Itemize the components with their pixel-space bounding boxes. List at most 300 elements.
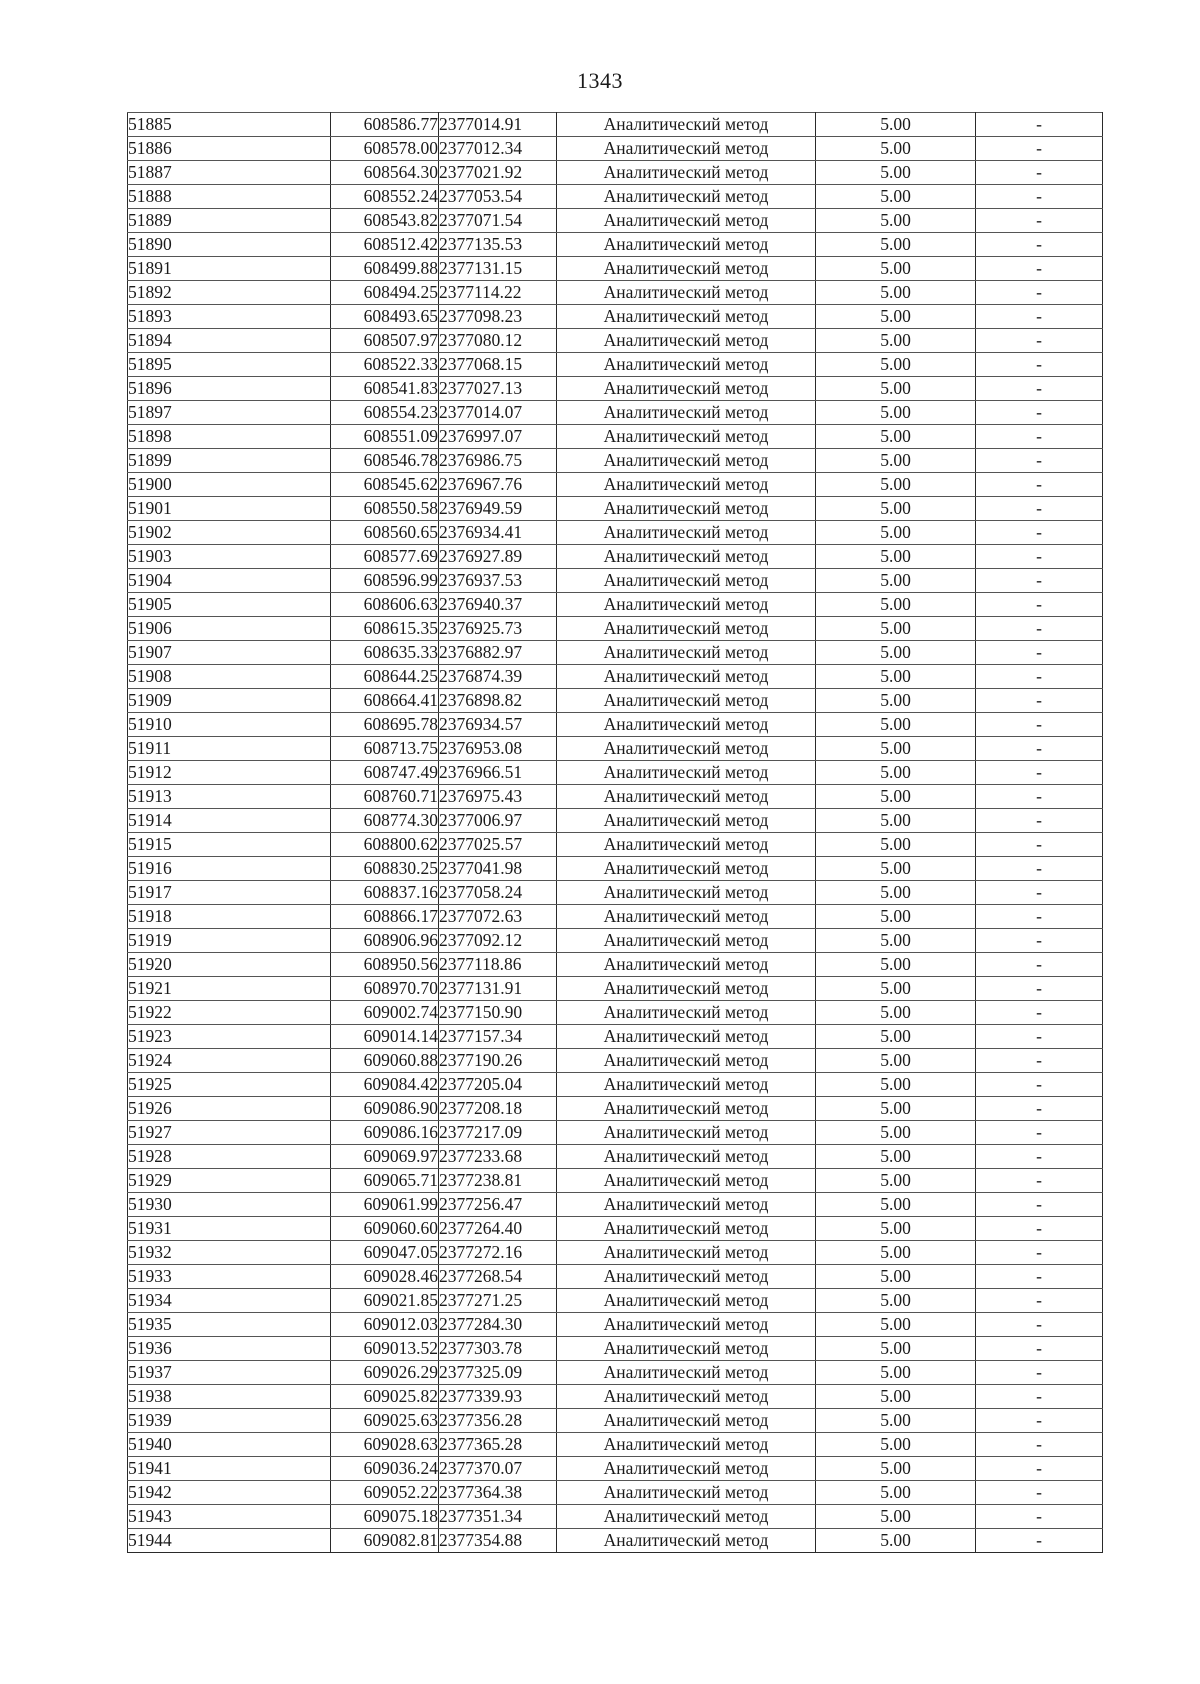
x-coordinate-cell: 609013.52: [331, 1337, 439, 1361]
x-coordinate-cell: 608760.71: [331, 785, 439, 809]
table-row: [128, 1529, 1103, 1553]
x-coordinate-cell: 608606.63: [331, 593, 439, 617]
y-coordinate-cell: 2377014.07: [439, 401, 557, 425]
table-row: [128, 1001, 1103, 1025]
x-coordinate-cell: 609014.14: [331, 1025, 439, 1049]
y-coordinate-cell: 2377365.28: [439, 1433, 557, 1457]
method-cell: Аналитический метод: [557, 545, 816, 569]
note-cell: -: [976, 689, 1103, 713]
point-number-cell: 51917: [128, 881, 331, 905]
point-number-cell: 51910: [128, 713, 331, 737]
table-row: [128, 233, 1103, 257]
accuracy-cell: 5.00: [816, 1529, 976, 1553]
method-cell: Аналитический метод: [557, 1193, 816, 1217]
accuracy-cell: 5.00: [816, 497, 976, 521]
table-row: [128, 1265, 1103, 1289]
method-cell: Аналитический метод: [557, 1361, 816, 1385]
point-number-cell: 51912: [128, 761, 331, 785]
y-coordinate-cell: 2377284.30: [439, 1313, 557, 1337]
point-number-cell: 51887: [128, 161, 331, 185]
table-row: [128, 1385, 1103, 1409]
y-coordinate-cell: 2376927.89: [439, 545, 557, 569]
y-coordinate-cell: 2377370.07: [439, 1457, 557, 1481]
x-coordinate-cell: 608545.62: [331, 473, 439, 497]
method-cell: Аналитический метод: [557, 401, 816, 425]
point-number-cell: 51921: [128, 977, 331, 1001]
y-coordinate-cell: 2377351.34: [439, 1505, 557, 1529]
note-cell: -: [976, 473, 1103, 497]
y-coordinate-cell: 2377364.38: [439, 1481, 557, 1505]
note-cell: -: [976, 569, 1103, 593]
y-coordinate-cell: 2377233.68: [439, 1145, 557, 1169]
y-coordinate-cell: 2376898.82: [439, 689, 557, 713]
method-cell: Аналитический метод: [557, 305, 816, 329]
table-row: [128, 1169, 1103, 1193]
point-number-cell: 51885: [128, 113, 331, 137]
x-coordinate-cell: 608713.75: [331, 737, 439, 761]
x-coordinate-cell: 608906.96: [331, 929, 439, 953]
table-row: [128, 1361, 1103, 1385]
method-cell: Аналитический метод: [557, 1049, 816, 1073]
x-coordinate-cell: 608522.33: [331, 353, 439, 377]
accuracy-cell: 5.00: [816, 1073, 976, 1097]
method-cell: Аналитический метод: [557, 353, 816, 377]
method-cell: Аналитический метод: [557, 497, 816, 521]
accuracy-cell: 5.00: [816, 857, 976, 881]
y-coordinate-cell: 2377131.15: [439, 257, 557, 281]
table-row: [128, 1241, 1103, 1265]
x-coordinate-cell: 608541.83: [331, 377, 439, 401]
table-row: [128, 761, 1103, 785]
method-cell: Аналитический метод: [557, 1097, 816, 1121]
table-row: [128, 1217, 1103, 1241]
accuracy-cell: 5.00: [816, 1337, 976, 1361]
note-cell: -: [976, 497, 1103, 521]
point-number-cell: 51906: [128, 617, 331, 641]
x-coordinate-cell: 608970.70: [331, 977, 439, 1001]
x-coordinate-cell: 609061.99: [331, 1193, 439, 1217]
note-cell: -: [976, 1169, 1103, 1193]
method-cell: Аналитический метод: [557, 1505, 816, 1529]
y-coordinate-cell: 2377303.78: [439, 1337, 557, 1361]
x-coordinate-cell: 608494.25: [331, 281, 439, 305]
method-cell: Аналитический метод: [557, 233, 816, 257]
point-number-cell: 51932: [128, 1241, 331, 1265]
table-row: [128, 185, 1103, 209]
accuracy-cell: 5.00: [816, 569, 976, 593]
point-number-cell: 51907: [128, 641, 331, 665]
x-coordinate-cell: 609084.42: [331, 1073, 439, 1097]
accuracy-cell: 5.00: [816, 905, 976, 929]
accuracy-cell: 5.00: [816, 1505, 976, 1529]
note-cell: -: [976, 833, 1103, 857]
accuracy-cell: 5.00: [816, 689, 976, 713]
point-number-cell: 51918: [128, 905, 331, 929]
y-coordinate-cell: 2376997.07: [439, 425, 557, 449]
point-number-cell: 51919: [128, 929, 331, 953]
accuracy-cell: 5.00: [816, 641, 976, 665]
accuracy-cell: 5.00: [816, 1481, 976, 1505]
point-number-cell: 51944: [128, 1529, 331, 1553]
point-number-cell: 51937: [128, 1361, 331, 1385]
note-cell: -: [976, 209, 1103, 233]
point-number-cell: 51888: [128, 185, 331, 209]
table-row: [128, 1145, 1103, 1169]
x-coordinate-cell: 608551.09: [331, 425, 439, 449]
y-coordinate-cell: 2377098.23: [439, 305, 557, 329]
table-row: [128, 1313, 1103, 1337]
x-coordinate-cell: 609082.81: [331, 1529, 439, 1553]
note-cell: -: [976, 737, 1103, 761]
y-coordinate-cell: 2376949.59: [439, 497, 557, 521]
method-cell: Аналитический метод: [557, 1241, 816, 1265]
table-row: [128, 881, 1103, 905]
point-number-cell: 51914: [128, 809, 331, 833]
y-coordinate-cell: 2377053.54: [439, 185, 557, 209]
method-cell: Аналитический метод: [557, 737, 816, 761]
table-row: [128, 401, 1103, 425]
point-number-cell: 51889: [128, 209, 331, 233]
table-row: [128, 329, 1103, 353]
note-cell: -: [976, 1217, 1103, 1241]
y-coordinate-cell: 2377325.09: [439, 1361, 557, 1385]
point-number-cell: 51902: [128, 521, 331, 545]
x-coordinate-cell: 609012.03: [331, 1313, 439, 1337]
table-row: [128, 497, 1103, 521]
x-coordinate-cell: 608507.97: [331, 329, 439, 353]
point-number-cell: 51936: [128, 1337, 331, 1361]
accuracy-cell: 5.00: [816, 449, 976, 473]
table-row: [128, 377, 1103, 401]
y-coordinate-cell: 2377027.13: [439, 377, 557, 401]
note-cell: -: [976, 449, 1103, 473]
point-number-cell: 51924: [128, 1049, 331, 1073]
note-cell: -: [976, 857, 1103, 881]
note-cell: -: [976, 1265, 1103, 1289]
y-coordinate-cell: 2376975.43: [439, 785, 557, 809]
y-coordinate-cell: 2376967.76: [439, 473, 557, 497]
point-number-cell: 51916: [128, 857, 331, 881]
x-coordinate-cell: 608950.56: [331, 953, 439, 977]
accuracy-cell: 5.00: [816, 617, 976, 641]
note-cell: -: [976, 305, 1103, 329]
point-number-cell: 51891: [128, 257, 331, 281]
point-number-cell: 51896: [128, 377, 331, 401]
y-coordinate-cell: 2377150.90: [439, 1001, 557, 1025]
method-cell: Аналитический метод: [557, 1385, 816, 1409]
note-cell: -: [976, 113, 1103, 137]
point-number-cell: 51934: [128, 1289, 331, 1313]
table-row: [128, 713, 1103, 737]
table-row: [128, 905, 1103, 929]
y-coordinate-cell: 2377025.57: [439, 833, 557, 857]
method-cell: Аналитический метод: [557, 593, 816, 617]
accuracy-cell: 5.00: [816, 1193, 976, 1217]
method-cell: Аналитический метод: [557, 641, 816, 665]
table-row: [128, 1289, 1103, 1313]
table-row: [128, 857, 1103, 881]
y-coordinate-cell: 2377114.22: [439, 281, 557, 305]
note-cell: -: [976, 761, 1103, 785]
table-row: [128, 593, 1103, 617]
note-cell: -: [976, 809, 1103, 833]
method-cell: Аналитический метод: [557, 1217, 816, 1241]
x-coordinate-cell: 608664.41: [331, 689, 439, 713]
point-number-cell: 51886: [128, 137, 331, 161]
note-cell: -: [976, 1097, 1103, 1121]
accuracy-cell: 5.00: [816, 1169, 976, 1193]
table-row: [128, 113, 1103, 137]
y-coordinate-cell: 2377068.15: [439, 353, 557, 377]
point-number-cell: 51920: [128, 953, 331, 977]
method-cell: Аналитический метод: [557, 137, 816, 161]
x-coordinate-cell: 609025.63: [331, 1409, 439, 1433]
note-cell: -: [976, 353, 1103, 377]
x-coordinate-cell: 608830.25: [331, 857, 439, 881]
accuracy-cell: 5.00: [816, 1097, 976, 1121]
x-coordinate-cell: 608774.30: [331, 809, 439, 833]
method-cell: Аналитический метод: [557, 473, 816, 497]
accuracy-cell: 5.00: [816, 545, 976, 569]
point-number-cell: 51899: [128, 449, 331, 473]
method-cell: Аналитический метод: [557, 1457, 816, 1481]
method-cell: Аналитический метод: [557, 1121, 816, 1145]
table-body: [128, 113, 1103, 1553]
note-cell: -: [976, 713, 1103, 737]
table-row: [128, 1073, 1103, 1097]
accuracy-cell: 5.00: [816, 761, 976, 785]
point-number-cell: 51926: [128, 1097, 331, 1121]
note-cell: -: [976, 1433, 1103, 1457]
note-cell: -: [976, 233, 1103, 257]
x-coordinate-cell: 608554.23: [331, 401, 439, 425]
accuracy-cell: 5.00: [816, 1145, 976, 1169]
table-row: [128, 929, 1103, 953]
method-cell: Аналитический метод: [557, 1265, 816, 1289]
point-number-cell: 51941: [128, 1457, 331, 1481]
accuracy-cell: 5.00: [816, 953, 976, 977]
note-cell: -: [976, 521, 1103, 545]
note-cell: -: [976, 977, 1103, 1001]
accuracy-cell: 5.00: [816, 737, 976, 761]
y-coordinate-cell: 2377135.53: [439, 233, 557, 257]
table-row: [128, 569, 1103, 593]
y-coordinate-cell: 2377268.54: [439, 1265, 557, 1289]
table-row: [128, 281, 1103, 305]
method-cell: Аналитический метод: [557, 377, 816, 401]
y-coordinate-cell: 2377012.34: [439, 137, 557, 161]
table-row: [128, 833, 1103, 857]
accuracy-cell: 5.00: [816, 377, 976, 401]
method-cell: Аналитический метод: [557, 209, 816, 233]
note-cell: -: [976, 1145, 1103, 1169]
point-number-cell: 51943: [128, 1505, 331, 1529]
x-coordinate-cell: 609086.90: [331, 1097, 439, 1121]
x-coordinate-cell: 608578.00: [331, 137, 439, 161]
page-number: 1343: [577, 68, 623, 93]
x-coordinate-cell: 608837.16: [331, 881, 439, 905]
accuracy-cell: 5.00: [816, 185, 976, 209]
y-coordinate-cell: 2377272.16: [439, 1241, 557, 1265]
point-number-cell: 51935: [128, 1313, 331, 1337]
x-coordinate-cell: 608543.82: [331, 209, 439, 233]
accuracy-cell: 5.00: [816, 233, 976, 257]
x-coordinate-cell: 609060.60: [331, 1217, 439, 1241]
method-cell: Аналитический метод: [557, 713, 816, 737]
point-number-cell: 51929: [128, 1169, 331, 1193]
accuracy-cell: 5.00: [816, 401, 976, 425]
y-coordinate-cell: 2376934.41: [439, 521, 557, 545]
accuracy-cell: 5.00: [816, 305, 976, 329]
y-coordinate-cell: 2377006.97: [439, 809, 557, 833]
method-cell: Аналитический метод: [557, 185, 816, 209]
x-coordinate-cell: 608586.77: [331, 113, 439, 137]
point-number-cell: 51942: [128, 1481, 331, 1505]
accuracy-cell: 5.00: [816, 1049, 976, 1073]
y-coordinate-cell: 2377208.18: [439, 1097, 557, 1121]
table-row: [128, 1481, 1103, 1505]
accuracy-cell: 5.00: [816, 1361, 976, 1385]
note-cell: -: [976, 161, 1103, 185]
y-coordinate-cell: 2377339.93: [439, 1385, 557, 1409]
y-coordinate-cell: 2377238.81: [439, 1169, 557, 1193]
method-cell: Аналитический метод: [557, 665, 816, 689]
y-coordinate-cell: 2377080.12: [439, 329, 557, 353]
x-coordinate-cell: 608615.35: [331, 617, 439, 641]
method-cell: Аналитический метод: [557, 521, 816, 545]
method-cell: Аналитический метод: [557, 329, 816, 353]
note-cell: -: [976, 545, 1103, 569]
point-number-cell: 51898: [128, 425, 331, 449]
method-cell: Аналитический метод: [557, 257, 816, 281]
method-cell: Аналитический метод: [557, 953, 816, 977]
method-cell: Аналитический метод: [557, 569, 816, 593]
method-cell: Аналитический метод: [557, 449, 816, 473]
point-number-cell: 51901: [128, 497, 331, 521]
method-cell: Аналитический метод: [557, 281, 816, 305]
point-number-cell: 51939: [128, 1409, 331, 1433]
note-cell: -: [976, 281, 1103, 305]
accuracy-cell: 5.00: [816, 161, 976, 185]
x-coordinate-cell: 608577.69: [331, 545, 439, 569]
y-coordinate-cell: 2376882.97: [439, 641, 557, 665]
method-cell: Аналитический метод: [557, 425, 816, 449]
y-coordinate-cell: 2377071.54: [439, 209, 557, 233]
point-number-cell: 51903: [128, 545, 331, 569]
note-cell: -: [976, 593, 1103, 617]
table-row: [128, 209, 1103, 233]
table-row: [128, 809, 1103, 833]
x-coordinate-cell: 609028.63: [331, 1433, 439, 1457]
point-number-cell: 51933: [128, 1265, 331, 1289]
y-coordinate-cell: 2377256.47: [439, 1193, 557, 1217]
point-number-cell: 51927: [128, 1121, 331, 1145]
point-number-cell: 51892: [128, 281, 331, 305]
x-coordinate-cell: 608493.65: [331, 305, 439, 329]
x-coordinate-cell: 609025.82: [331, 1385, 439, 1409]
note-cell: -: [976, 377, 1103, 401]
table-row: [128, 521, 1103, 545]
point-number-cell: 51895: [128, 353, 331, 377]
note-cell: -: [976, 1385, 1103, 1409]
y-coordinate-cell: 2376925.73: [439, 617, 557, 641]
point-number-cell: 51915: [128, 833, 331, 857]
table-row: [128, 1505, 1103, 1529]
y-coordinate-cell: 2377271.25: [439, 1289, 557, 1313]
note-cell: -: [976, 1409, 1103, 1433]
note-cell: -: [976, 881, 1103, 905]
point-number-cell: 51925: [128, 1073, 331, 1097]
accuracy-cell: 5.00: [816, 1241, 976, 1265]
y-coordinate-cell: 2376986.75: [439, 449, 557, 473]
point-number-cell: 51905: [128, 593, 331, 617]
method-cell: Аналитический метод: [557, 1289, 816, 1313]
accuracy-cell: 5.00: [816, 785, 976, 809]
x-coordinate-cell: 608747.49: [331, 761, 439, 785]
point-number-cell: 51931: [128, 1217, 331, 1241]
x-coordinate-cell: 608560.65: [331, 521, 439, 545]
table-row: [128, 977, 1103, 1001]
accuracy-cell: 5.00: [816, 977, 976, 1001]
method-cell: Аналитический метод: [557, 809, 816, 833]
note-cell: -: [976, 1025, 1103, 1049]
accuracy-cell: 5.00: [816, 1313, 976, 1337]
point-number-cell: 51893: [128, 305, 331, 329]
accuracy-cell: 5.00: [816, 1001, 976, 1025]
method-cell: Аналитический метод: [557, 1145, 816, 1169]
x-coordinate-cell: 609060.88: [331, 1049, 439, 1073]
note-cell: -: [976, 329, 1103, 353]
table-row: [128, 1457, 1103, 1481]
method-cell: Аналитический метод: [557, 1433, 816, 1457]
note-cell: -: [976, 1193, 1103, 1217]
note-cell: -: [976, 1001, 1103, 1025]
accuracy-cell: 5.00: [816, 833, 976, 857]
table-row: [128, 1409, 1103, 1433]
method-cell: Аналитический метод: [557, 113, 816, 137]
accuracy-cell: 5.00: [816, 473, 976, 497]
table-row: [128, 353, 1103, 377]
note-cell: -: [976, 1241, 1103, 1265]
x-coordinate-cell: 608596.99: [331, 569, 439, 593]
y-coordinate-cell: 2377264.40: [439, 1217, 557, 1241]
y-coordinate-cell: 2377041.98: [439, 857, 557, 881]
point-number-cell: 51928: [128, 1145, 331, 1169]
x-coordinate-cell: 608866.17: [331, 905, 439, 929]
method-cell: Аналитический метод: [557, 1073, 816, 1097]
table-row: [128, 1097, 1103, 1121]
x-coordinate-cell: 608800.62: [331, 833, 439, 857]
note-cell: -: [976, 641, 1103, 665]
note-cell: -: [976, 185, 1103, 209]
note-cell: -: [976, 1529, 1103, 1553]
method-cell: Аналитический метод: [557, 929, 816, 953]
x-coordinate-cell: 608512.42: [331, 233, 439, 257]
x-coordinate-cell: 609052.22: [331, 1481, 439, 1505]
x-coordinate-cell: 609075.18: [331, 1505, 439, 1529]
accuracy-cell: 5.00: [816, 257, 976, 281]
table-row: [128, 665, 1103, 689]
accuracy-cell: 5.00: [816, 881, 976, 905]
note-cell: -: [976, 905, 1103, 929]
note-cell: -: [976, 1457, 1103, 1481]
y-coordinate-cell: 2377217.09: [439, 1121, 557, 1145]
note-cell: -: [976, 785, 1103, 809]
point-number-cell: 51900: [128, 473, 331, 497]
y-coordinate-cell: 2376934.57: [439, 713, 557, 737]
accuracy-cell: 5.00: [816, 281, 976, 305]
table-row: [128, 449, 1103, 473]
